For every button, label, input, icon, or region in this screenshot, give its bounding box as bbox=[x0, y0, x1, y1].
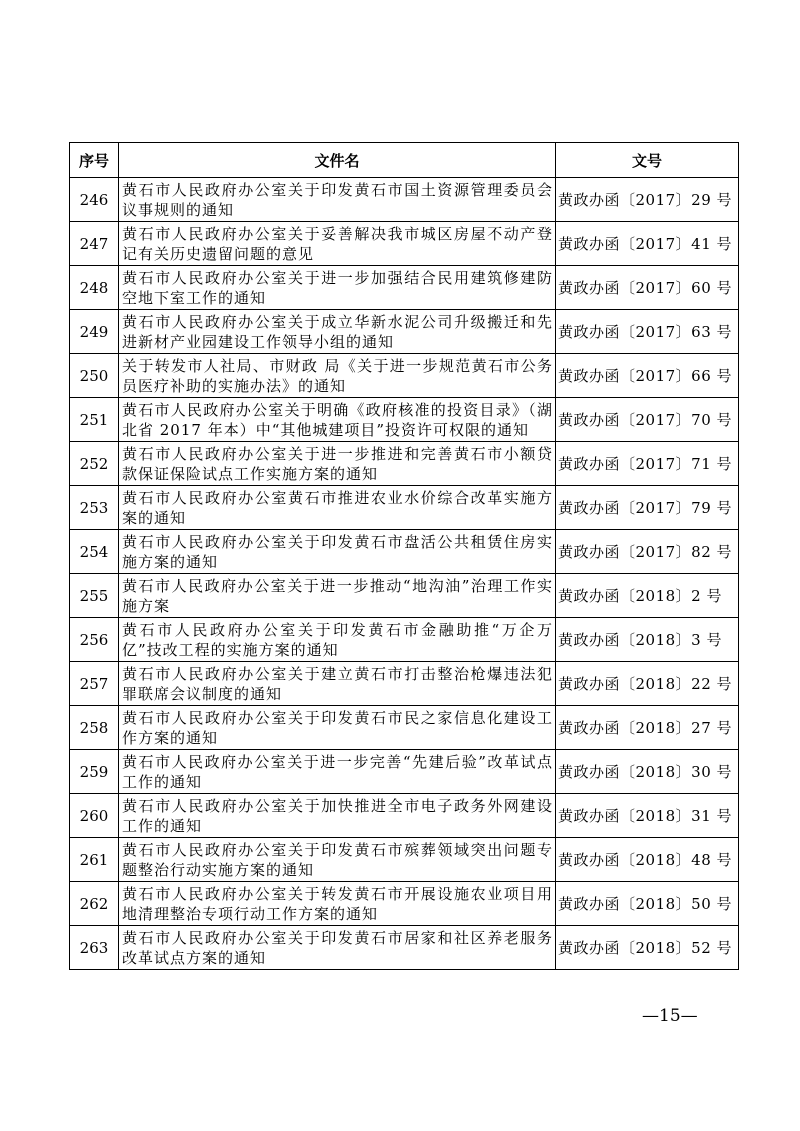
row-document-reference: 黄政办函〔2017〕82 号 bbox=[556, 530, 739, 574]
row-document-reference: 黄政办函〔2017〕71 号 bbox=[556, 442, 739, 486]
row-serial-number: 254 bbox=[70, 530, 119, 574]
row-document-title: 关于转发市人社局、市财政 局《关于进一步规范黄石市公务员医疗补助的实施办法》的通知 bbox=[119, 354, 556, 398]
row-serial-number: 247 bbox=[70, 222, 119, 266]
row-serial-number: 256 bbox=[70, 618, 119, 662]
row-document-title: 黄石市人民政府办公室关于建立黄石市打击整治枪爆违法犯罪联席会议制度的通知 bbox=[119, 662, 556, 706]
row-serial-number: 248 bbox=[70, 266, 119, 310]
row-document-reference: 黄政办函〔2018〕48 号 bbox=[556, 838, 739, 882]
row-document-reference: 黄政办函〔2017〕66 号 bbox=[556, 354, 739, 398]
table-row bbox=[70, 310, 739, 354]
row-serial-number: 253 bbox=[70, 486, 119, 530]
table-row bbox=[70, 750, 739, 794]
row-serial-number: 257 bbox=[70, 662, 119, 706]
row-serial-number: 251 bbox=[70, 398, 119, 442]
table-row bbox=[70, 794, 739, 838]
row-serial-number: 252 bbox=[70, 442, 119, 486]
row-document-title: 黄石市人民政府办公室关于进一步完善“先建后验”改革试点工作的通知 bbox=[119, 750, 556, 794]
row-document-reference: 黄政办函〔2018〕30 号 bbox=[556, 750, 739, 794]
row-serial-number: 249 bbox=[70, 310, 119, 354]
row-document-title: 黄石市人民政府办公室关于印发黄石市民之家信息化建设工作方案的通知 bbox=[119, 706, 556, 750]
row-serial-number: 250 bbox=[70, 354, 119, 398]
page-number: —15— bbox=[642, 1006, 698, 1026]
table-row bbox=[70, 486, 739, 530]
table-row bbox=[70, 178, 739, 222]
table-body bbox=[70, 178, 739, 970]
header-serial-number: 序号 bbox=[70, 143, 119, 178]
row-document-reference: 黄政办函〔2018〕31 号 bbox=[556, 794, 739, 838]
header-document-title: 文件名 bbox=[119, 143, 556, 178]
table-row bbox=[70, 838, 739, 882]
table-header-row bbox=[70, 143, 739, 178]
row-document-title: 黄石市人民政府办公室关于印发黄石市国土资源管理委员会议事规则的通知 bbox=[119, 178, 556, 222]
row-document-reference: 黄政办函〔2017〕60 号 bbox=[556, 266, 739, 310]
row-serial-number: 259 bbox=[70, 750, 119, 794]
row-document-title: 黄石市人民政府办公室关于明确《政府核准的投资目录》（湖北省 2017 年本）中“其他城建项目”投资许可权限的通知 bbox=[119, 398, 556, 442]
table-row bbox=[70, 266, 739, 310]
row-document-title: 黄石市人民政府办公室关于进一步加强结合民用建筑修建防空地下室工作的通知 bbox=[119, 266, 556, 310]
table-row bbox=[70, 882, 739, 926]
row-serial-number: 261 bbox=[70, 838, 119, 882]
row-document-reference: 黄政办函〔2017〕41 号 bbox=[556, 222, 739, 266]
row-document-title: 黄石市人民政府办公室关于印发黄石市盘活公共租赁住房实施方案的通知 bbox=[119, 530, 556, 574]
header-document-reference: 文号 bbox=[556, 143, 739, 178]
row-serial-number: 260 bbox=[70, 794, 119, 838]
row-document-reference: 黄政办函〔2018〕27 号 bbox=[556, 706, 739, 750]
row-document-title: 黄石市人民政府办公室关于进一步推进和完善黄石市小额贷款保证保险试点工作实施方案的通知 bbox=[119, 442, 556, 486]
table-row bbox=[70, 530, 739, 574]
row-document-reference: 黄政办函〔2018〕22 号 bbox=[556, 662, 739, 706]
row-serial-number: 258 bbox=[70, 706, 119, 750]
table-row bbox=[70, 354, 739, 398]
row-serial-number: 246 bbox=[70, 178, 119, 222]
table-row bbox=[70, 222, 739, 266]
row-document-title: 黄石市人民政府办公室关于印发黄石市居家和社区养老服务改革试点方案的通知 bbox=[119, 926, 556, 970]
row-document-title: 黄石市人民政府办公室关于转发黄石市开展设施农业项目用地清理整治专项行动工作方案的通知 bbox=[119, 882, 556, 926]
row-document-title: 黄石市人民政府办公室关于印发黄石市殡葬领域突出问题专题整治行动实施方案的通知 bbox=[119, 838, 556, 882]
row-document-title: 黄石市人民政府办公室黄石市推进农业水价综合改革实施方案的通知 bbox=[119, 486, 556, 530]
row-document-reference: 黄政办函〔2017〕29 号 bbox=[556, 178, 739, 222]
table-row bbox=[70, 442, 739, 486]
row-document-reference: 黄政办函〔2018〕50 号 bbox=[556, 882, 739, 926]
row-serial-number: 255 bbox=[70, 574, 119, 618]
row-document-reference: 黄政办函〔2018〕3 号 bbox=[556, 618, 739, 662]
table-row bbox=[70, 662, 739, 706]
table-row bbox=[70, 574, 739, 618]
row-document-title: 黄石市人民政府办公室关于印发黄石市金融助推“万企万亿”技改工程的实施方案的通知 bbox=[119, 618, 556, 662]
row-document-reference: 黄政办函〔2017〕63 号 bbox=[556, 310, 739, 354]
row-document-title: 黄石市人民政府办公室关于成立华新水泥公司升级搬迁和先进新材产业园建设工作领导小组的通知 bbox=[119, 310, 556, 354]
table-row bbox=[70, 398, 739, 442]
row-document-title: 黄石市人民政府办公室关于妥善解决我市城区房屋不动产登记有关历史遗留问题的意见 bbox=[119, 222, 556, 266]
row-document-reference: 黄政办函〔2017〕70 号 bbox=[556, 398, 739, 442]
row-document-reference: 黄政办函〔2018〕2 号 bbox=[556, 574, 739, 618]
row-document-reference: 黄政办函〔2017〕79 号 bbox=[556, 486, 739, 530]
table-row bbox=[70, 706, 739, 750]
row-serial-number: 262 bbox=[70, 882, 119, 926]
row-document-reference: 黄政办函〔2018〕52 号 bbox=[556, 926, 739, 970]
row-document-title: 黄石市人民政府办公室关于进一步推动“地沟油”治理工作实施方案 bbox=[119, 574, 556, 618]
row-document-title: 黄石市人民政府办公室关于加快推进全市电子政务外网建设工作的通知 bbox=[119, 794, 556, 838]
document-table bbox=[69, 142, 739, 970]
table-row bbox=[70, 618, 739, 662]
table-row bbox=[70, 926, 739, 970]
row-serial-number: 263 bbox=[70, 926, 119, 970]
